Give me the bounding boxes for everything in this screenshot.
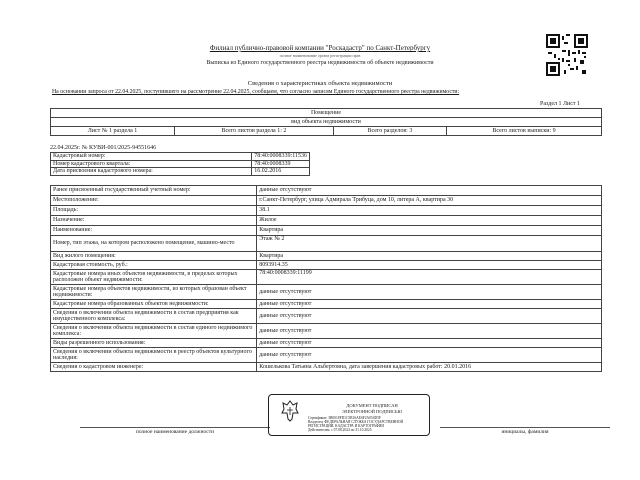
table-row (51, 252, 602, 261)
row-label: Сведения о включении объекта недвижимости в реестр объектов культурного наследия: (51, 348, 257, 363)
row-value: данные отсутствуют (257, 324, 602, 339)
stamp-validity: Действителен: с 07.08.2024 по 31.10.2025 (308, 428, 372, 432)
sheet-number: Лист № 1 раздела 1 (51, 127, 175, 136)
row-label: Сведения о включении объекта недвижимости в состав предприятия как имущественного комплекса: (51, 309, 257, 324)
position-signature-line (80, 427, 270, 428)
sheets-in-section: Всего листов раздела 1: 2 (175, 127, 334, 136)
row-value: данные отсутствуют (257, 348, 602, 363)
object-head-table (50, 108, 602, 136)
row-label: Ранее присвоенный государственный учетный номер: (51, 186, 257, 196)
row-value: Квартира (257, 226, 602, 236)
row-value: 78:40:0008339:11199 (257, 270, 602, 285)
row-label: Кадастровые номера образованных объектов недвижимости: (51, 300, 257, 309)
request-number: 22.04.2025г. № КУВИ-001/2025-94551646 (50, 145, 157, 151)
row-value: данные отсутствуют (257, 339, 602, 348)
table-row (51, 236, 602, 252)
table-row (51, 160, 310, 168)
section-label: Раздел 1 Лист 1 (540, 101, 581, 107)
row-value: г.Санкт-Петербург, улица Адмирала Трибуца, дом 10, литера А, квартира 30 (257, 196, 602, 206)
coat-of-arms-icon (280, 399, 300, 423)
row-value: 38.1 (257, 206, 602, 216)
row-value: данные отсутствуют (257, 285, 602, 300)
row-value: Жилое (257, 216, 602, 226)
row-label: Сведения о включении объекта недвижимости в состав единого недвижимого комплекса: (51, 324, 257, 339)
org-caption: полное наименование органа регистрации прав (279, 53, 361, 58)
table-row (51, 339, 602, 348)
table-row (51, 153, 310, 161)
table-row (51, 226, 602, 236)
stamp-line-2: ЭЛЕКТРОННОЙ ПОДПИСЬЮ (341, 409, 403, 414)
position-caption: полное наименование должности (135, 429, 215, 435)
name-caption: инициалы, фамилия (501, 429, 549, 435)
sections-total: Всего разделов: 3 (333, 127, 446, 136)
table-row (51, 206, 602, 216)
stamp-owner-cont: РЕГИСТРАЦИИ, КАДАСТРА И КАРТОГРАФИИ (308, 424, 384, 428)
name-signature-line (440, 427, 610, 428)
row-label: Виды разрешенного использования: (51, 339, 257, 348)
row-value: Этаж № 2 (257, 236, 602, 252)
row-label: Номер кадастрового квартала: (51, 160, 252, 168)
row-value: 16.02.2016 (252, 168, 310, 176)
table-row (51, 324, 602, 339)
row-value: 8093914.35 (257, 261, 602, 270)
cadastral-summary-table (50, 152, 310, 176)
object-details-table (50, 185, 602, 372)
row-value: 78:40:0008339:11536 (252, 153, 310, 161)
stamp-certificate: Сертификат: 3B0018FD1C5B16AE6F2A054D5F (308, 416, 381, 420)
row-label: Местоположение: (51, 196, 257, 206)
row-label: Дата присвоения кадастрового номера: (51, 168, 252, 176)
document-title: Выписка из Единого государственного реестра недвижимости об объекте недвижимости (206, 60, 434, 66)
document-subtitle: Сведения о характеристиках объекта недвижимости (247, 80, 393, 87)
table-row (51, 363, 602, 372)
table-row (51, 196, 602, 206)
object-type-caption: вид объекта недвижимости (51, 118, 602, 127)
row-value: данные отсутствуют (257, 309, 602, 324)
row-label: Вид жилого помещения: (51, 252, 257, 261)
row-label: Назначение: (51, 216, 257, 226)
stamp-owner: Владелец: ФЕДЕРАЛЬНАЯ СЛУЖБА ГОСУДАРСТВЕННОЙ (308, 420, 404, 424)
row-value: Квартира (257, 252, 602, 261)
row-label: Кадастровые номера объектов недвижимости, из которых образован объект недвижимости: (51, 285, 257, 300)
table-row (51, 261, 602, 270)
sheets-total: Всего листов выписки: 9 (447, 127, 602, 136)
table-row (51, 300, 602, 309)
row-label: Номер, тип этажа, на котором расположено помещение, машино-место (51, 236, 257, 252)
row-label: Кадастровые номера иных объектов недвижимости, в пределах которых расположен объект недвижимости: (51, 270, 257, 285)
row-label: Наименование: (51, 226, 257, 236)
table-row (51, 348, 602, 363)
row-value: Кошелькова Татьяна Альбертовна, дата завершения кадастровых работ: 20.01.2016 (257, 363, 602, 372)
org-name: Филиал публично-правовой компании "Роскадастр" по Санкт-Петербургу (209, 44, 431, 52)
row-label: Кадастровый номер: (51, 153, 252, 161)
row-value: данные отсутствуют (257, 300, 602, 309)
request-basis-text: На основании запроса от 22.04.2025, поступившего на рассмотрение 22.04.2025, сообщаем, что согласно записям Единого государственного реестра недвижимости: (52, 89, 460, 95)
table-row (51, 168, 310, 176)
stamp-line-1: ДОКУМЕНТ ПОДПИСАН (346, 403, 398, 408)
row-value: 78:40:0008339 (252, 160, 310, 168)
table-row (51, 270, 602, 285)
row-value: данные отсутствуют (257, 186, 602, 196)
qr-code-icon (546, 34, 588, 76)
row-label: Площадь: (51, 206, 257, 216)
table-row (51, 186, 602, 196)
table-row (51, 285, 602, 300)
table-row (51, 216, 602, 226)
row-label: Кадастровая стоимость, руб.: (51, 261, 257, 270)
row-label: Сведения о кадастровом инженере: (51, 363, 257, 372)
table-row (51, 309, 602, 324)
object-type: Помещение (51, 109, 602, 118)
